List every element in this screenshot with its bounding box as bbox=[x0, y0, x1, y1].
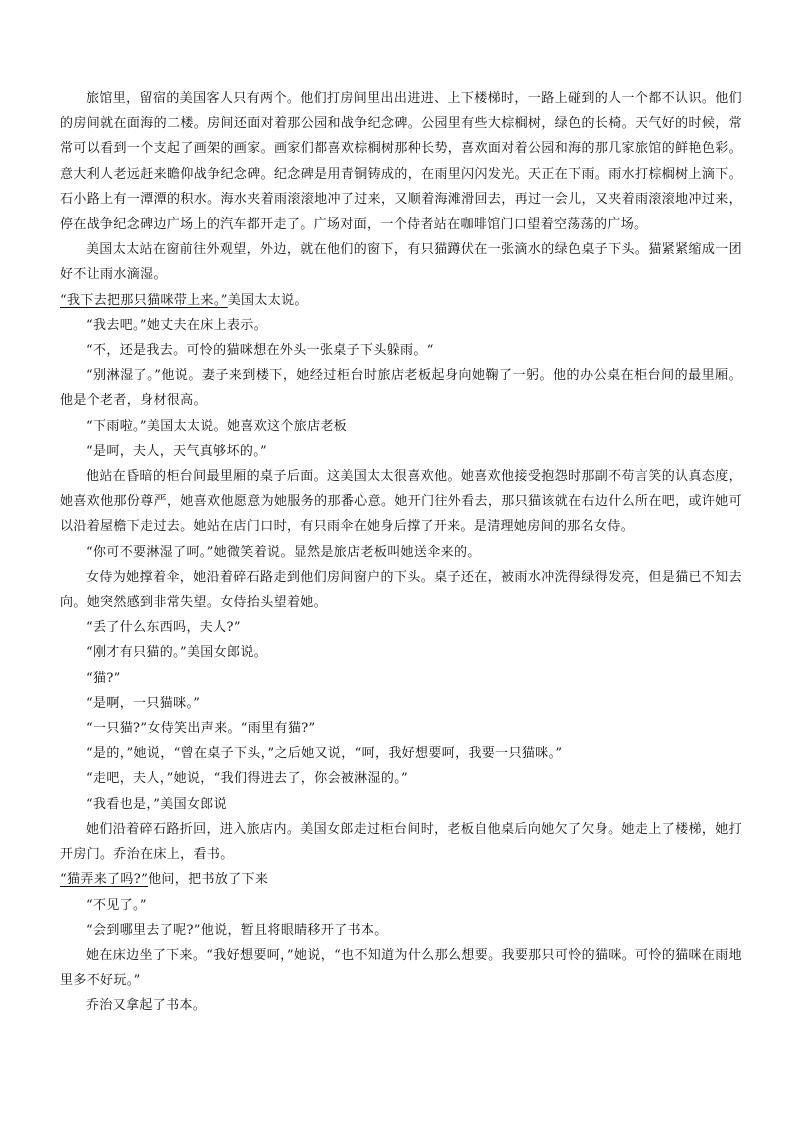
underlined-quote: “猫弄来了吗?” bbox=[60, 872, 149, 888]
paragraph-maid-laughs: “一只猫?”女侍笑出声来。“雨里有猫?” bbox=[86, 721, 316, 737]
paragraph-hotel-keeper: 他站在昏暗的柜台间最里厢的桌子后面。这美国太太很喜欢他。她喜欢他接受抱怨时那副不苟言笑的认真态度，她喜欢他那份尊严，她喜欢他愿意为她服务的那番心意。她开门往外看去，那只猫该就在右边什么所在吧，或许她可以沿着屋檐下走过去。她站在店门口时，有只雨伞在她身后撑了开来。是清理她房间的那名女侍。 bbox=[60, 469, 742, 535]
paragraph-dont-get-wet: “别淋湿了。”他说。妻子来到楼下，她经过柜台时旅店老板起身向她鞠了一躬。他的办公桌在柜台间的最里厢。他是个老者，身材很高。 bbox=[60, 368, 742, 409]
paragraph-did-you-get-cat bbox=[60, 867, 742, 892]
underlined-quote: “我下去把那只猫咪带上来。” bbox=[60, 292, 228, 308]
paragraph-lets-go-in: “走吧，夫人，”她说，“我们得进去了，你会被淋湿的。” bbox=[86, 771, 409, 787]
paragraph-a-kitty: “是啊，一只猫咪。” bbox=[86, 695, 201, 711]
paragraph-husband-offer: “我去吧。”她丈夫在床上表示。 bbox=[86, 317, 268, 333]
paragraph-cat-question: “猫?” bbox=[86, 670, 121, 686]
paragraph-sat-on-bed: 她在床边坐了下来。“我好想要呵，”她说，“也不知道为什么那么想要。我要那只可怜的猫咪。可怜的猫咪在雨地里多不好玩。” bbox=[60, 947, 742, 989]
paragraph-bad-weather: “是呵，夫人，天气真够坏的。” bbox=[86, 443, 268, 459]
paragraph-there-was-cat: “刚才有只猫的。”美国女郎说。 bbox=[86, 645, 268, 661]
paragraph-under-table: “是的，”她说，“曾在桌子下头，”之后她又说，“呵，我好想要呵，我要一只猫咪。” bbox=[86, 746, 563, 762]
paragraph-hotel-description: 旅馆里，留宿的美国客人只有两个。他们打房间里出出进进、上下楼梯时，一路上碰到的人一个都不认识。他们的房间就在面海的二楼。房间还面对着那公园和战争纪念碑。公园里有些大棕榈树，绿色的长椅。天气好的时候，常常可以看到一个支起了画架的画家。画家们都喜欢棕榈树那种长势，喜欢面对着公园和海的那几家旅馆的鲜艳色彩。意大利人老远赶来瞻仰战争纪念碑。纪念碑是用青铜铸成的，在雨里闪闪发光。天正在下雨。雨水打棕榈树上滴下。石小路上有一潭潭的积水。海水夹着雨滚滚地冲了过来，又顺着海滩滑回去，再过一会儿，又夹着雨滚滚地冲过来，停在战争纪念碑边广场上的汽车都开走了。广场对面，一个侍者站在咖啡馆门口望着空荡荡的广场。 bbox=[60, 91, 742, 233]
paragraph-wife-fetch-cat bbox=[60, 288, 742, 313]
paragraph-wife-at-window: 美国太太站在窗前往外观望，外边，就在他们的窗下，有只猫蹲伏在一张滴水的绿色桌子下头。猫紧紧缩成一团好不让雨水滴湿。 bbox=[60, 242, 742, 283]
paragraph-cat-gone: 女侍为她撑着伞，她沿着碎石路走到他们房间窗户的下头。桌子还在，被雨水冲洗得绿得发亮，但是猫已不知去向。她突然感到非常失望。女侍抬头望着她。 bbox=[60, 569, 742, 611]
quote-tail: 他问，把书放了下来 bbox=[148, 872, 269, 888]
paragraph-george-reads: 乔治又拿起了书本。 bbox=[86, 998, 207, 1014]
quote-tail: 美国太太说。 bbox=[227, 292, 308, 308]
paragraph-wife-insists: “不，还是我去。可怜的猫咪想在外头一张桌子下头躲雨。“ bbox=[86, 343, 434, 359]
paragraph-return-inside: 她们沿着碎石路折回，进入旅店内。美国女郎走过柜台间时，老板自他桌后向她欠了欠身。她走上了楼梯，她打开房门。乔治在床上，看书。 bbox=[60, 821, 742, 863]
paragraph-where-did-it-go: “会到哪里去了呢?”他说，暂且将眼睛移开了书本。 bbox=[86, 922, 388, 938]
paragraph-i-think-so: “我看也是，”美国女郎说 bbox=[86, 796, 227, 812]
document-body bbox=[60, 86, 742, 1019]
paragraph-gone: “不见了。” bbox=[86, 897, 147, 913]
paragraph-its-raining: “下雨啦。”美国太太说。她喜欢这个旅店老板 bbox=[86, 418, 348, 434]
paragraph-maid-umbrella: “你可不要淋湿了呵。”她微笑着说。显然是旅店老板叫她送伞来的。 bbox=[86, 544, 481, 560]
paragraph-lost-something: “丢了什么东西吗，夫人?” bbox=[86, 620, 241, 636]
